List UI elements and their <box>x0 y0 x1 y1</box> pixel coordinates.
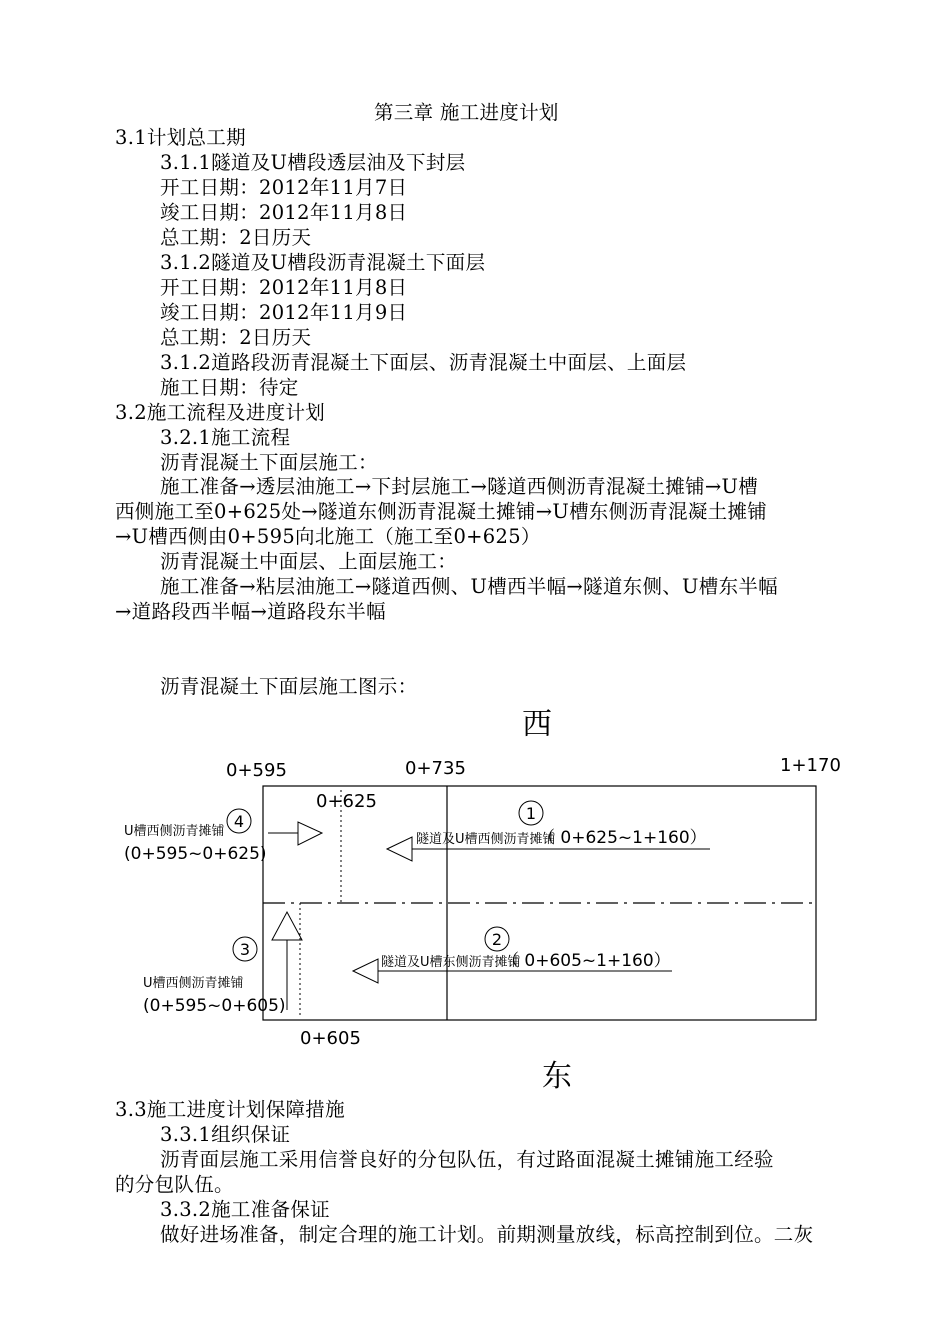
paving-diagram <box>0 700 950 1100</box>
station-1170: 1+170 <box>780 755 841 776</box>
body-line: 施工准备→粘层油施工→隧道西侧、U槽西半幅→隧道东侧、U槽东半幅 <box>160 575 778 598</box>
section-heading: 3.2施工流程及进度计划 <box>115 401 326 424</box>
zone-3-label: U槽西侧沥青摊铺 <box>143 976 244 991</box>
body-line: 的分包队伍。 <box>115 1173 234 1196</box>
paving-diagram-svg <box>0 700 950 1100</box>
section-heading: 3.3施工进度计划保障措施 <box>115 1098 345 1121</box>
subsection-heading: 3.1.2隧道及U槽段沥青混凝土下面层 <box>160 251 486 274</box>
zone-2-number: 2 <box>491 930 503 949</box>
body-line: 总工期：2日历天 <box>160 226 312 249</box>
zone-4-arrow-head <box>298 822 322 845</box>
zone-2-label: 隧道及U槽东侧沥青摊铺 <box>381 955 521 970</box>
body-line: 沥青面层施工采用信誉良好的分包队伍，有过路面混凝土摊铺施工经验 <box>160 1148 774 1171</box>
section-heading: 3.1计划总工期 <box>115 126 246 149</box>
zone-4-range: (0+595~0+625) <box>124 844 267 864</box>
subsection-heading: 3.1.2道路段沥青混凝土下面层、沥青混凝土中面层、上面层 <box>160 351 687 374</box>
zone-1-range: （ 0+625~1+160） <box>538 828 707 848</box>
subsection-heading: 3.1.1隧道及U槽段透层油及下封层 <box>160 151 466 174</box>
body-line: 竣工日期：2012年11月9日 <box>160 301 408 324</box>
body-line: 竣工日期：2012年11月8日 <box>160 201 408 224</box>
zone-3-arrow-head <box>272 912 302 940</box>
body-line: 总工期：2日历天 <box>160 326 312 349</box>
body-line: →道路段西半幅→道路段东半幅 <box>115 600 386 623</box>
subsection-heading: 3.3.1组织保证 <box>160 1123 291 1146</box>
subsection-heading: 3.3.2施工准备保证 <box>160 1198 330 1221</box>
body-line: →U槽西侧由0+595向北施工（施工至0+625） <box>115 525 541 548</box>
body-line: 开工日期：2012年11月8日 <box>160 276 408 299</box>
figure-caption: 沥青混凝土下面层施工图示： <box>160 675 418 698</box>
body-line: 沥青混凝土中面层、上面层施工： <box>160 550 458 573</box>
east-label: 东 <box>542 1059 572 1094</box>
body-line: 沥青混凝土下面层施工： <box>160 451 378 474</box>
zone-3-number: 3 <box>239 940 251 959</box>
zone-3-range: (0+595~0+605) <box>143 996 286 1016</box>
body-line: 开工日期：2012年11月7日 <box>160 176 408 199</box>
west-label: 西 <box>522 707 552 742</box>
body-line: 西侧施工至0+625处→隧道东侧沥青混凝土摊铺→U槽东侧沥青混凝土摊铺 <box>115 500 768 523</box>
body-line: 做好进场准备，制定合理的施工计划。前期测量放线，标高控制到位。二灰 <box>160 1223 814 1246</box>
zone-2-range: （ 0+605~1+160） <box>502 951 671 971</box>
body-line: 施工准备→透层油施工→下封层施工→隧道西侧沥青混凝土摊铺→U槽 <box>160 475 759 498</box>
zone-1-arrow-head <box>387 837 412 861</box>
document-title: 第三章 施工进度计划 <box>374 101 559 124</box>
zone-4-number: 4 <box>233 812 245 831</box>
station-0625: 0+625 <box>316 791 377 812</box>
body-line: 施工日期：待定 <box>160 376 299 399</box>
zone-1-number: 1 <box>525 804 537 823</box>
zone-4-label: U槽西侧沥青摊铺 <box>124 824 225 839</box>
zone-1-label: 隧道及U槽西侧沥青摊铺 <box>416 832 556 847</box>
subsection-heading: 3.2.1施工流程 <box>160 426 291 449</box>
station-0595: 0+595 <box>226 760 287 781</box>
zone-2-arrow-head <box>353 959 378 983</box>
station-0735: 0+735 <box>405 758 466 779</box>
station-0605: 0+605 <box>300 1028 361 1049</box>
